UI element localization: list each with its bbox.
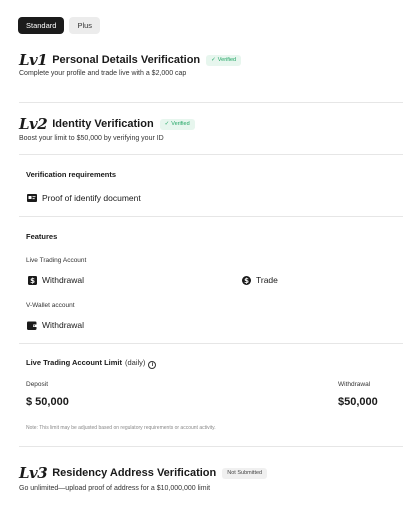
feature-label: Trade bbox=[256, 275, 278, 285]
wallet-account-label: V-Wallet account bbox=[26, 302, 75, 309]
divider bbox=[19, 102, 403, 103]
lv3-status-badge: Not Submitted bbox=[222, 468, 267, 479]
lv3-title: Residency Address Verification bbox=[52, 467, 217, 479]
svg-text:$: $ bbox=[243, 276, 249, 285]
lv2-header bbox=[19, 115, 195, 133]
lv3-header bbox=[19, 464, 267, 482]
limit-title: Live Trading Account Limit bbox=[26, 358, 122, 367]
info-icon[interactable]: i bbox=[148, 361, 156, 369]
requirements-title: Verification requirements bbox=[26, 170, 117, 179]
feature-trade bbox=[241, 275, 278, 285]
wallet-icon bbox=[27, 321, 37, 330]
withdrawal-label: Withdrawal bbox=[338, 381, 371, 388]
deposit-value: $ 50,000 bbox=[26, 396, 69, 408]
lv2-title: Identity Verification bbox=[52, 118, 154, 130]
feature-wallet-withdrawal bbox=[27, 320, 84, 330]
deposit-label: Deposit bbox=[26, 381, 49, 388]
divider bbox=[19, 343, 403, 344]
lv1-status-badge bbox=[206, 55, 241, 66]
check-icon: ✓ bbox=[164, 120, 170, 127]
divider bbox=[19, 154, 403, 155]
lv2-badge: Lv2 bbox=[19, 115, 48, 133]
dollar-circle-icon bbox=[241, 276, 251, 285]
lv3-badge: Lv3 bbox=[19, 464, 48, 482]
lv1-status-text: Verified bbox=[217, 56, 237, 63]
live-account-label: Live Trading Account bbox=[26, 257, 87, 264]
lv2-status-text: Verified bbox=[171, 120, 190, 127]
tab-standard[interactable]: Standard bbox=[18, 17, 64, 34]
tab-plus[interactable]: Plus bbox=[69, 17, 100, 34]
limit-period: (daily) bbox=[124, 358, 146, 367]
requirement-item bbox=[27, 193, 141, 203]
lv1-title: Personal Details Verification bbox=[52, 54, 201, 66]
lv2-description: Boost your limit to $50,000 by verifying your ID bbox=[19, 135, 164, 142]
dollar-square-icon bbox=[27, 276, 37, 285]
lv1-badge: Lv1 bbox=[19, 51, 48, 69]
lv2-status-badge bbox=[160, 119, 195, 130]
withdrawal-value: $50,000 bbox=[338, 396, 378, 408]
features-title: Features bbox=[26, 232, 58, 241]
lv3-description: Go unlimited—upload proof of address for a $10,000,000 limit bbox=[19, 485, 211, 492]
feature-label: Withdrawal bbox=[42, 320, 85, 330]
feature-label: Withdrawal bbox=[42, 275, 85, 285]
divider bbox=[19, 446, 403, 447]
limit-note: Note: This limit may be adjusted based on regulatory requirements or account activity. bbox=[26, 425, 216, 431]
svg-text:$: $ bbox=[29, 276, 35, 285]
check-icon: ✓ bbox=[211, 56, 216, 63]
lv1-description: Complete your profile and trade live with a $2,000 cap bbox=[19, 70, 187, 77]
requirement-label: Proof of identify document bbox=[42, 193, 141, 203]
id-card-icon bbox=[27, 194, 37, 203]
divider bbox=[19, 216, 403, 217]
lv1-header bbox=[19, 51, 241, 69]
feature-withdrawal bbox=[27, 275, 84, 285]
limit-title-row bbox=[26, 358, 156, 369]
plan-tabs bbox=[18, 17, 100, 34]
